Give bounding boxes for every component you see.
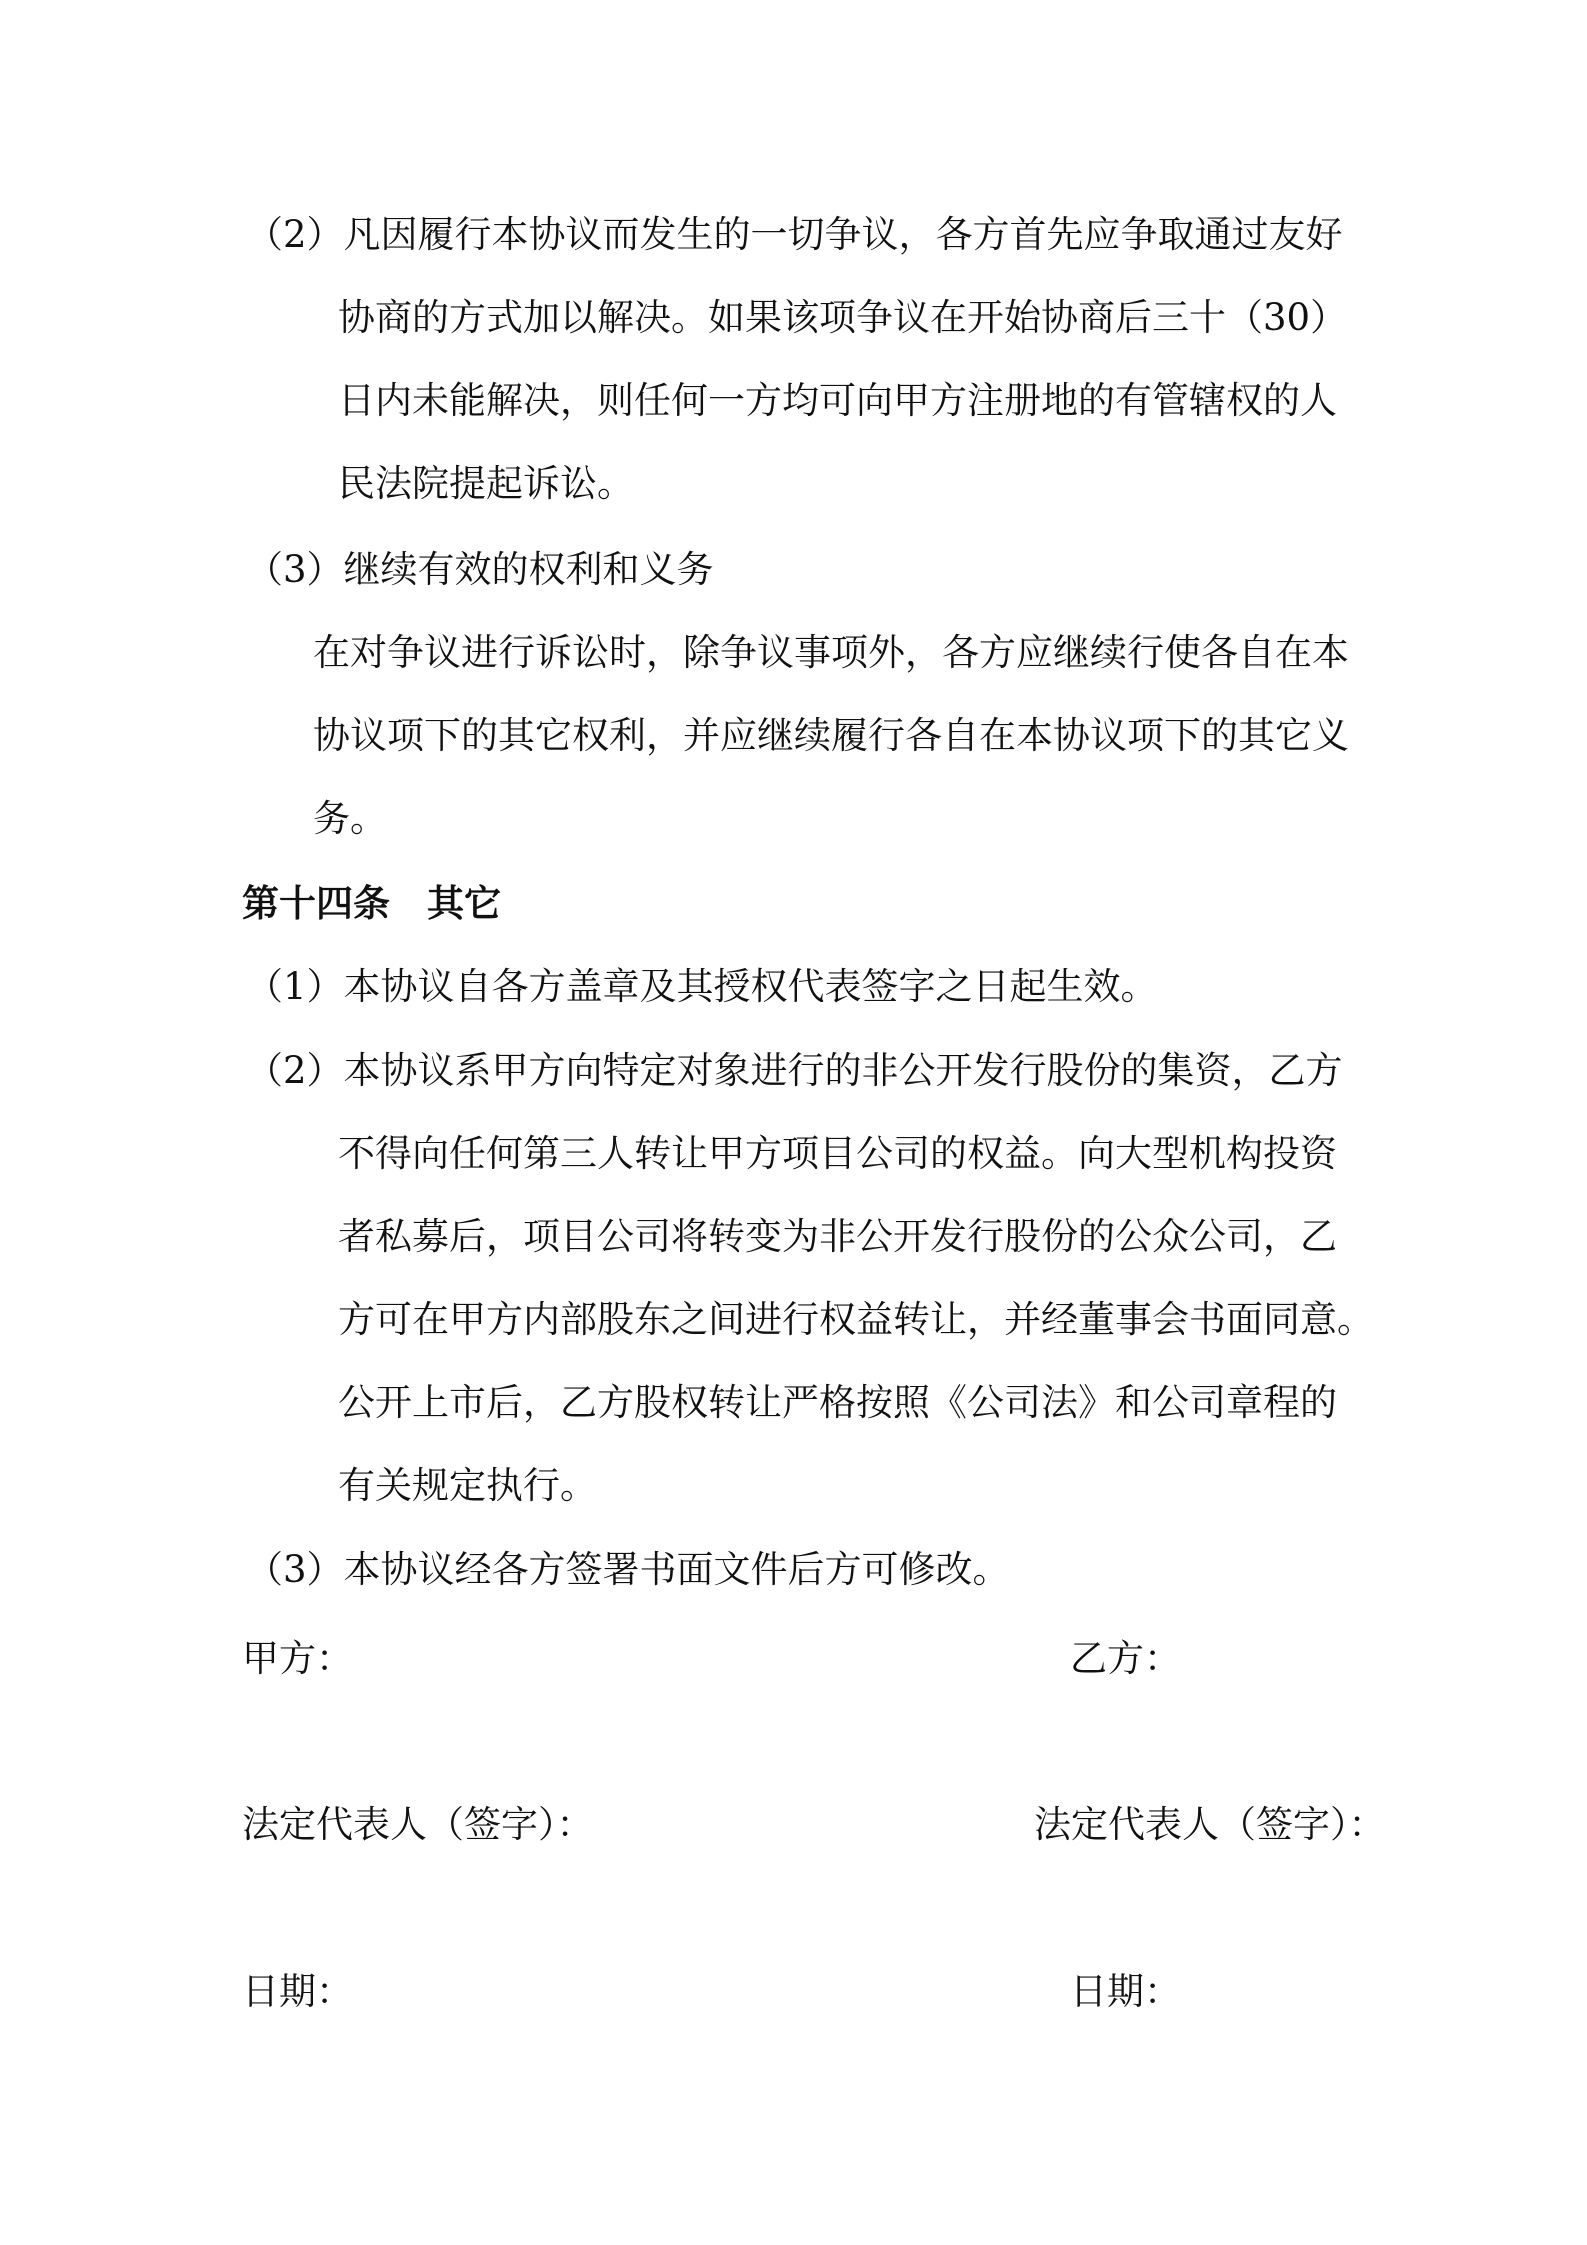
continuing-rights-line-1: 在对争议进行诉讼时，除争议事项外，各方应继续行使各自在本	[313, 631, 1349, 674]
dispute-clause-line-3: 日内未能解决，则任何一方均可向甲方注册地的有管辖权的人	[338, 379, 1337, 422]
continuing-rights-heading: （3）继续有效的权利和义务	[246, 548, 714, 591]
dispute-clause-line-1: （2）凡因履行本协议而发生的一切争议，各方首先应争取通过友好	[246, 213, 1343, 256]
article-14-item-1: （1）本协议自各方盖章及其授权代表签字之日起生效。	[246, 965, 1158, 1008]
article-14-item-2-line-2: 不得向任何第三人转让甲方项目公司的权益。向大型机构投资	[338, 1132, 1337, 1175]
party-b-date-label: 日期：	[1070, 1970, 1181, 2013]
party-a-representative-label: 法定代表人（签字）：	[242, 1803, 594, 1846]
dispute-clause-line-2: 协商的方式加以解决。如果该项争议在开始协商后三十（30）	[338, 296, 1348, 339]
article-14-title: 第十四条 其它	[242, 881, 501, 925]
article-14-item-2-line-1: （2）本协议系甲方向特定对象进行的非公开发行股份的集资，乙方	[246, 1049, 1343, 1092]
party-a-date-label: 日期：	[242, 1970, 353, 2013]
article-14-item-2-line-6: 有关规定执行。	[338, 1464, 597, 1507]
article-14-item-2-line-3: 者私募后，项目公司将转变为非公开发行股份的公众公司，乙	[338, 1215, 1337, 1258]
party-a-label: 甲方：	[242, 1637, 353, 1680]
party-b-label: 乙方：	[1070, 1637, 1181, 1680]
article-14-item-3: （3）本协议经各方签署书面文件后方可修改。	[246, 1548, 1010, 1591]
continuing-rights-line-3: 务。	[313, 797, 387, 840]
article-14-item-2-line-4: 方可在甲方内部股东之间进行权益转让，并经董事会书面同意。	[338, 1298, 1374, 1341]
party-b-representative-label: 法定代表人（签字）：	[1034, 1803, 1386, 1846]
dispute-clause-line-4: 民法院提起诉讼。	[338, 462, 634, 505]
continuing-rights-line-2: 协议项下的其它权利，并应继续履行各自在本协议项下的其它义	[313, 714, 1349, 757]
article-14-item-2-line-5: 公开上市后，乙方股权转让严格按照《公司法》和公司章程的	[338, 1381, 1337, 1424]
